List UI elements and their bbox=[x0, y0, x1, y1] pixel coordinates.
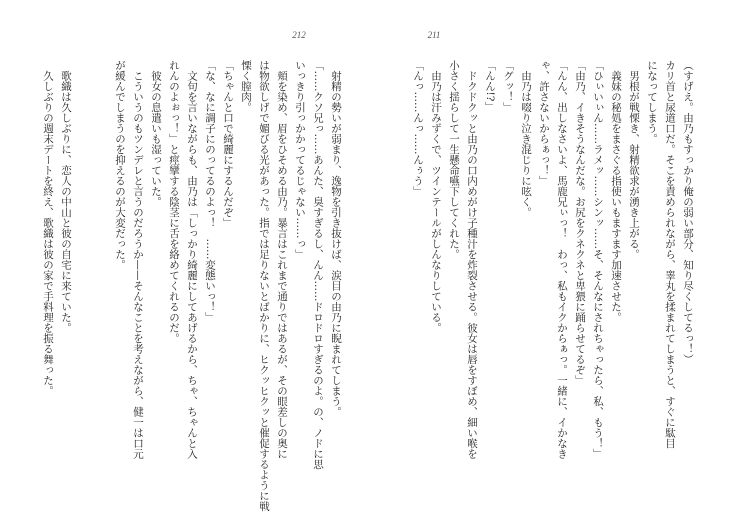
text-line: ゃ、許さないからぁっ！」 bbox=[538, 60, 550, 186]
text-line: カリ首と尿道口だ。そこを責められながら、睾丸を揉まれてしまうと、すぐに駄目 bbox=[664, 60, 676, 449]
text-line: 歌織は久しぶりに、恋人の中山と彼の自宅に来ていた。 bbox=[60, 60, 72, 333]
right-page-number: 211 bbox=[427, 30, 441, 40]
right-page-text bbox=[409, 60, 697, 520]
text-line: は物欲しげで媚びる光があった。指では足りないとばかりに、ヒクッヒクッと催促するように戦 bbox=[258, 60, 270, 512]
text-line: 「グッ！」 bbox=[502, 60, 514, 113]
text-line: 久しぶりの週末デートを終え、歌織は彼の家で手料理を振る舞った。 bbox=[42, 60, 54, 396]
left-page-number: 212 bbox=[292, 30, 306, 40]
text-line: 「由乃、イきそうなんだな。お尻をクネクネと卑猥に踊らせてるぞ」 bbox=[574, 60, 586, 386]
text-line: れんのよぉっ！」と痙攣する陰茎に舌を絡めてくれるのだ。 bbox=[168, 60, 180, 344]
text-line: 「ちゃんと口で綺麗にするんだぞ」 bbox=[222, 60, 234, 228]
text-line: 「な、なに調子にのってるのよっ！ ……変態いっ！」 bbox=[204, 60, 216, 323]
text-line: （すげえ。由乃もすっかり俺の弱い部分、知り尽くしてるっ！） bbox=[682, 60, 694, 365]
text-line: 男根が戦慄き、射精欲求が湧き上がる。 bbox=[628, 60, 640, 260]
text-line: ドクドクッと由乃の口内めがけ子種汁を炸裂させる。彼女は唇をすぼめ、細い喉を bbox=[466, 60, 478, 459]
text-line: 「んん!?」 bbox=[484, 60, 496, 112]
text-line: が緩んでしまうのを抑えるのが大変だった。 bbox=[114, 60, 126, 270]
text-line: 彼女の息遣いも湿っていた。 bbox=[150, 60, 162, 207]
text-line: 「ひぃいぃん……ラメッ……シンッ……そ、そんなにされちゃったら、私、もう！」 bbox=[592, 60, 604, 459]
text-line: 由乃は汗みずくで、ツインテールがしんなりしている。 bbox=[430, 60, 442, 333]
text-line: 「んっ……んっ……んぅう」 bbox=[412, 60, 424, 197]
text-line: 「んん、出しなさいよ、馬鹿兄ぃっ！ わっ、私もイクからぁっ。一緒に、イかなき bbox=[556, 60, 568, 459]
text-line: 射精の勢いが弱まり、逸物を引き抜けば、涙目の由乃に睨まれてしまう。 bbox=[330, 60, 342, 417]
text-line: いっきり引っかかってるじゃない……っ」 bbox=[294, 60, 306, 260]
text-line: 小さく揺らして一生懸命嚥下してくれた。 bbox=[448, 60, 460, 260]
text-line: 文句を言いながらも、由乃は「しっかり綺麗にしてあげるから、ちゃ、ちゃんと入 bbox=[186, 60, 198, 459]
text-line: 「……クソ兄っ……あんた、臭すぎるし、んん……ドロドロすぎるのよ。の、ノドに思 bbox=[312, 60, 324, 470]
text-line: 頬を染め、眉をひそめる由乃。暴言はこれまで通りではあるが、その眼差しの奥に bbox=[276, 60, 288, 459]
left-page-next-scene bbox=[39, 60, 75, 520]
text-line: こういうのもツンデレと言うのだろうか——そんなことを考えながら、健一は口元 bbox=[132, 60, 144, 459]
text-line: 義妹の秘処をまさぐる指使いもますます加速させた。 bbox=[610, 60, 622, 323]
text-line: 慄く膣肉。 bbox=[240, 60, 252, 113]
text-line: 由乃は啜り泣き混じりに呟く。 bbox=[520, 60, 532, 218]
text-line: になってしまう。 bbox=[646, 60, 658, 144]
left-page-text bbox=[111, 60, 345, 520]
